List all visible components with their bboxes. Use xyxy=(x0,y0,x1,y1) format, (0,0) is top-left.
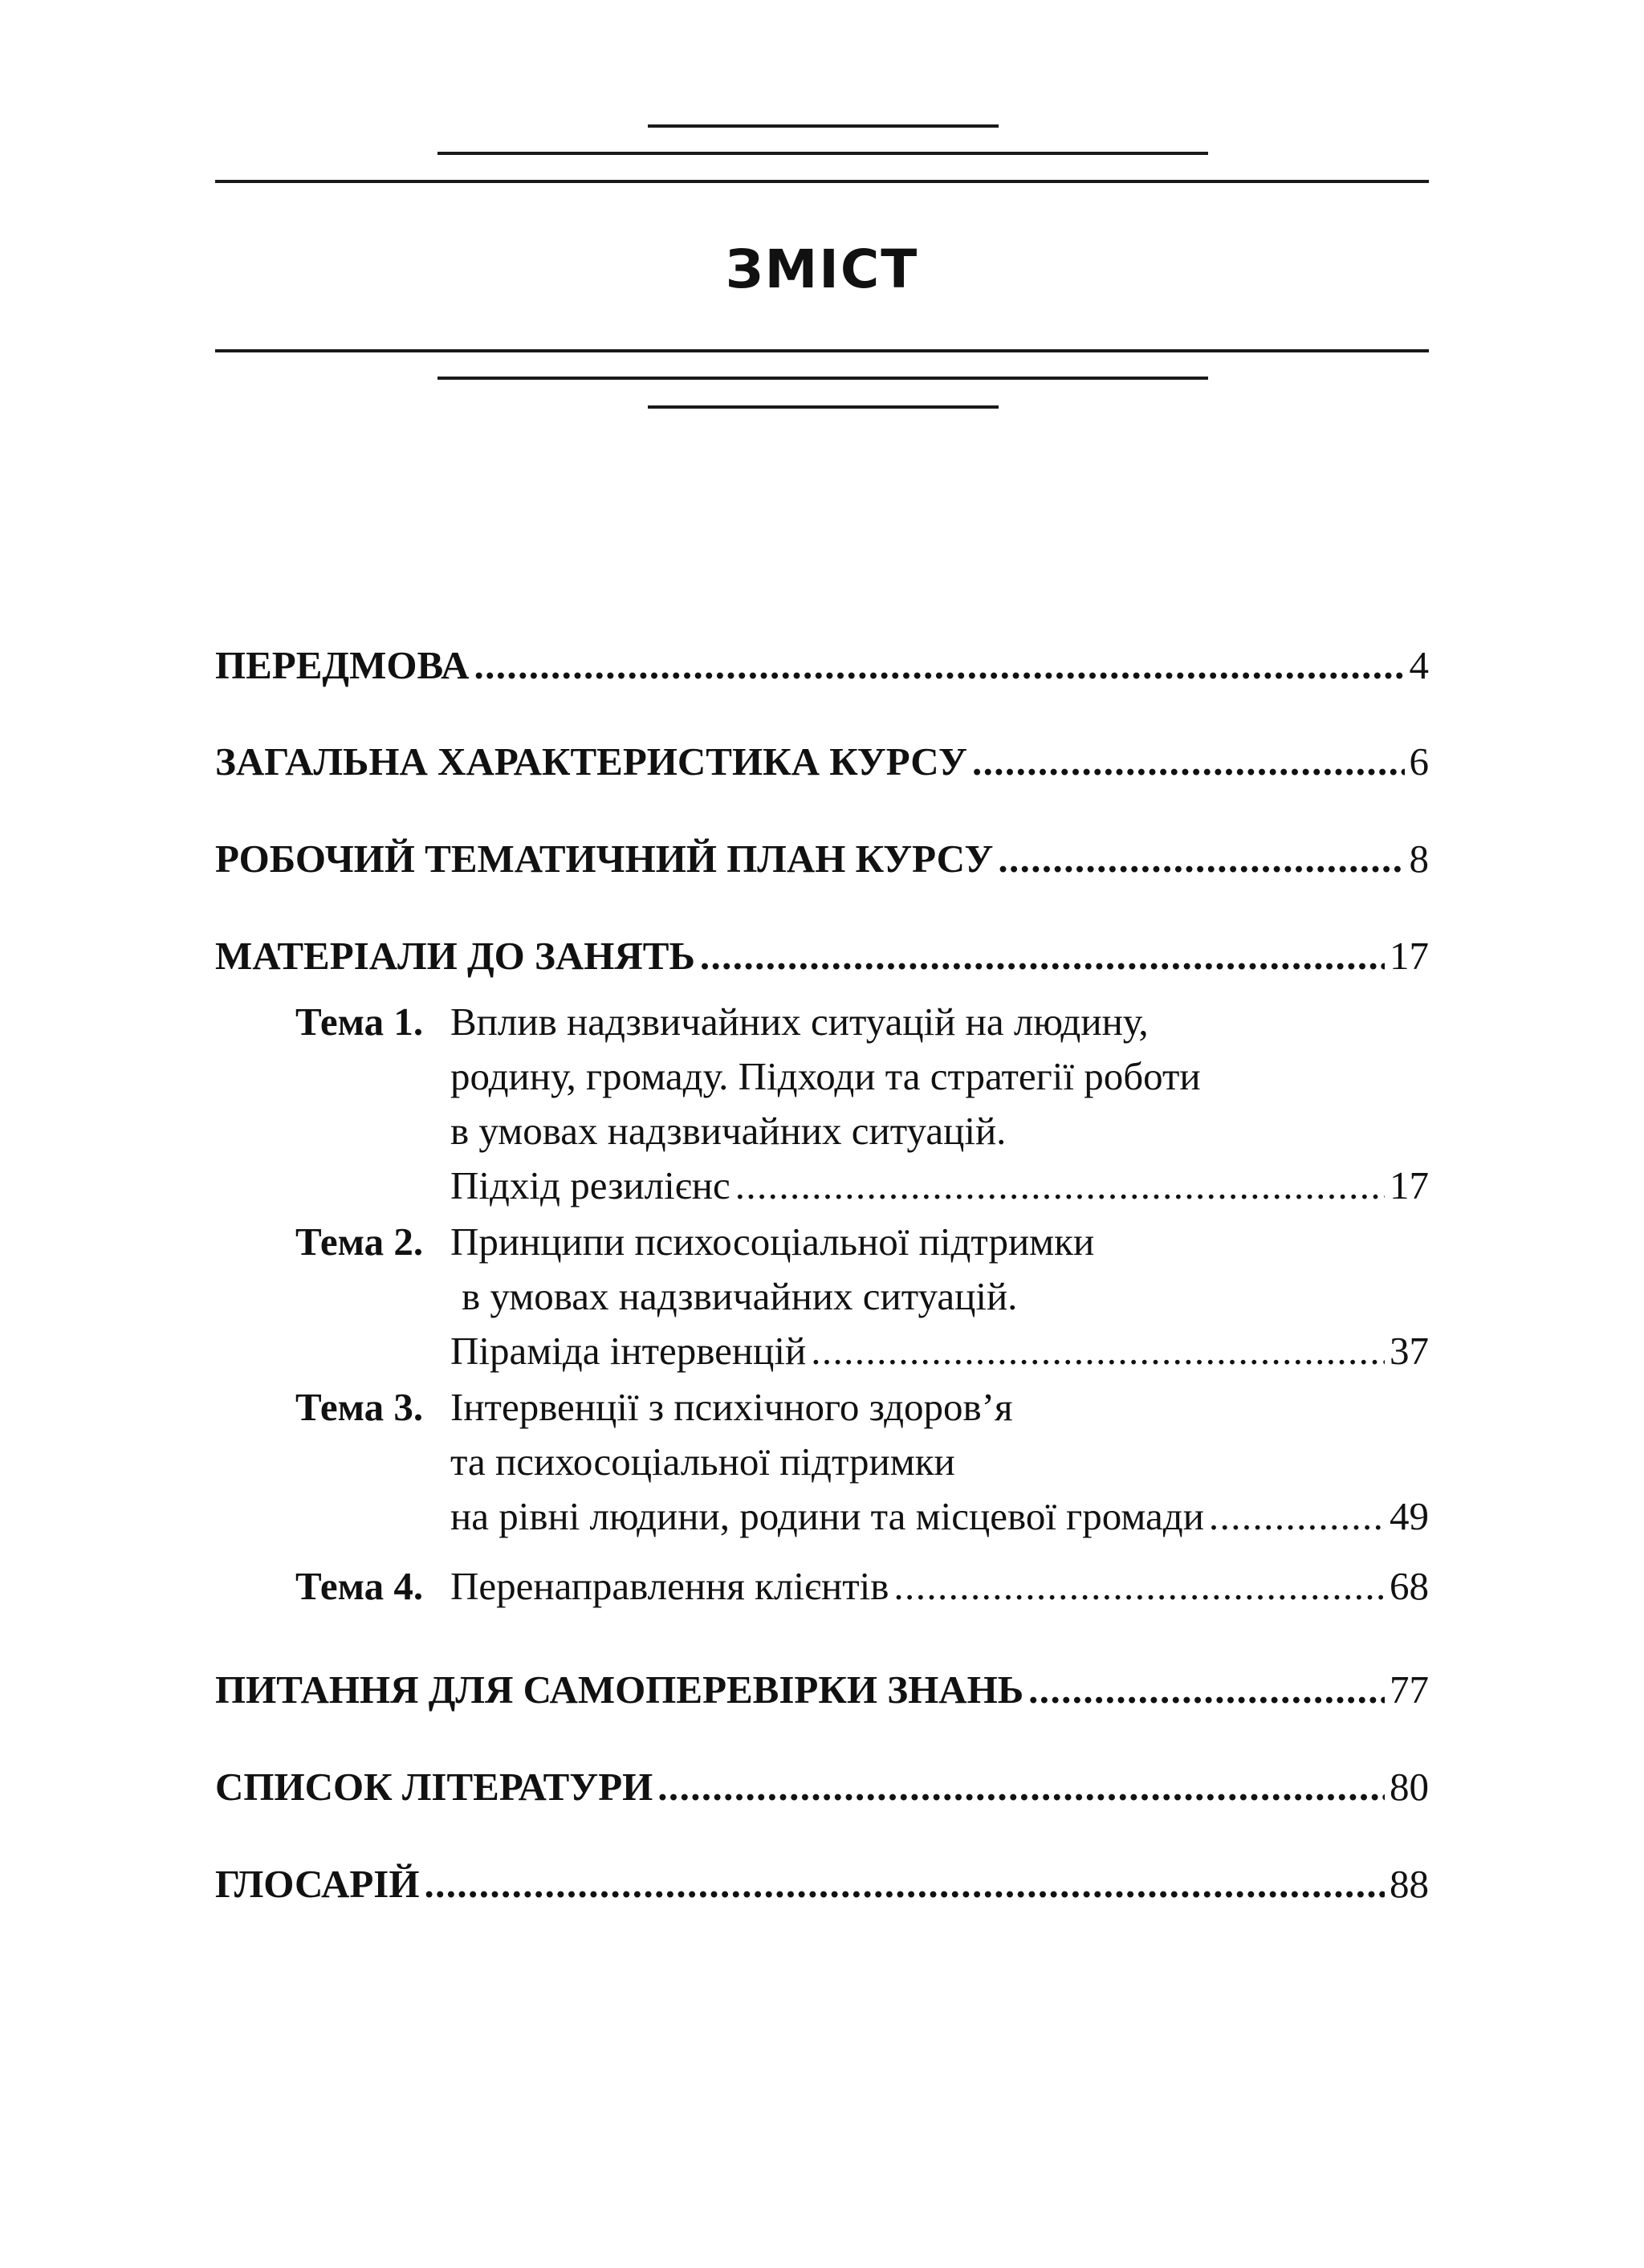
toc-dot-leader xyxy=(1209,1492,1385,1541)
toc-topic-page: 37 xyxy=(1390,1329,1429,1373)
toc-entry-title: ЗАГАЛЬНА ХАРАКТЕРИСТИКА КУРСУ xyxy=(215,739,967,784)
toc-topic-line: Вплив надзвичайних ситуацій на людину, xyxy=(450,1000,1149,1044)
toc-topic-label: Тема 3. xyxy=(295,1385,424,1429)
toc-topic-line: Принципи психосоціальної підтримки xyxy=(450,1220,1095,1264)
toc-entry-page: 17 xyxy=(1390,934,1429,978)
toc-topic-label: Тема 4. xyxy=(295,1564,424,1608)
toc-topic-line: родину, громаду. Підходи та стратегії роботи xyxy=(450,1054,1201,1098)
toc-dot-leader xyxy=(998,834,1404,884)
toc-entry-glossary[interactable] xyxy=(215,1859,1429,1909)
page-title: ЗМІСТ xyxy=(725,238,919,300)
toc-topic-line: в умовах надзвичайних ситуацій. xyxy=(450,1109,1007,1153)
header-rule-bottom-medium xyxy=(437,377,1208,380)
toc-topic-page: 68 xyxy=(1390,1564,1429,1608)
toc-entry-title: РОБОЧИЙ ТЕМАТИЧНИЙ ПЛАН КУРСУ xyxy=(215,837,994,881)
toc-topic-line: на рівні людини, родини та місцевої громади xyxy=(450,1494,1204,1538)
header-rule-top-short xyxy=(648,124,999,128)
toc-entry-page: 4 xyxy=(1409,643,1429,687)
toc-entry-course-plan[interactable] xyxy=(215,834,1429,884)
toc-entry-title: ПЕРЕДМОВА xyxy=(215,643,470,687)
toc-dot-leader xyxy=(735,1161,1385,1211)
toc-topic-last-line xyxy=(450,1326,1429,1376)
toc-entry-page: 88 xyxy=(1390,1862,1429,1906)
toc-entry-title: СПИСОК ЛІТЕРАТУРИ xyxy=(215,1765,653,1809)
toc-topic-last-line xyxy=(450,1161,1429,1211)
toc-dot-leader xyxy=(474,641,1404,690)
toc-topic-line: Інтервенції з психічного здоров’я xyxy=(450,1385,1013,1429)
toc-entry-class-materials[interactable] xyxy=(215,931,1429,981)
toc-dot-leader xyxy=(972,737,1405,787)
toc-dot-leader xyxy=(893,1562,1385,1611)
toc-entry-page: 77 xyxy=(1390,1667,1429,1712)
toc-entry-title: ПИТАННЯ ДЛЯ САМОПЕРЕВІРКИ ЗНАНЬ xyxy=(215,1667,1024,1712)
toc-entry-course-overview[interactable] xyxy=(215,737,1429,787)
toc-topic-line: в умовах надзвичайних ситуацій. xyxy=(462,1274,1018,1318)
toc-topic-line: Піраміда інтервенцій xyxy=(450,1329,807,1373)
toc-dot-leader xyxy=(811,1326,1385,1376)
toc-topic-line: та психосоціальної підтримки xyxy=(450,1439,955,1484)
toc-topic-label: Тема 1. xyxy=(295,1000,424,1044)
toc-entry-self-check-questions[interactable] xyxy=(215,1665,1429,1715)
toc-topic-line: Перенаправлення клієнтів xyxy=(450,1564,889,1608)
toc-topic-page: 49 xyxy=(1390,1494,1429,1538)
toc-topic-last-line xyxy=(450,1492,1429,1541)
toc-topic-line: Підхід резилієнс xyxy=(450,1163,730,1207)
toc-dot-leader xyxy=(700,931,1385,981)
toc-topic-page: 17 xyxy=(1390,1163,1429,1207)
toc-dot-leader xyxy=(657,1762,1385,1812)
toc-entry-foreword[interactable] xyxy=(215,641,1429,690)
toc-entry-page: 80 xyxy=(1390,1765,1429,1809)
toc-entry-title: ГЛОСАРІЙ xyxy=(215,1862,420,1906)
toc-topic-label: Тема 2. xyxy=(295,1220,424,1264)
toc-entry-references[interactable] xyxy=(215,1762,1429,1812)
header-rule-top-medium xyxy=(437,152,1208,155)
header-rule-bottom-long xyxy=(215,349,1429,352)
toc-entry-page: 8 xyxy=(1409,837,1429,881)
toc-dot-leader xyxy=(424,1859,1385,1909)
toc-entry-page: 6 xyxy=(1409,739,1429,784)
header-rule-bottom-short xyxy=(648,405,999,409)
toc-entry-title: МАТЕРІАЛИ ДО ЗАНЯТЬ xyxy=(215,934,695,978)
toc-dot-leader xyxy=(1028,1665,1385,1715)
toc-topic-last-line xyxy=(450,1562,1429,1611)
header-rule-top-long xyxy=(215,180,1429,183)
